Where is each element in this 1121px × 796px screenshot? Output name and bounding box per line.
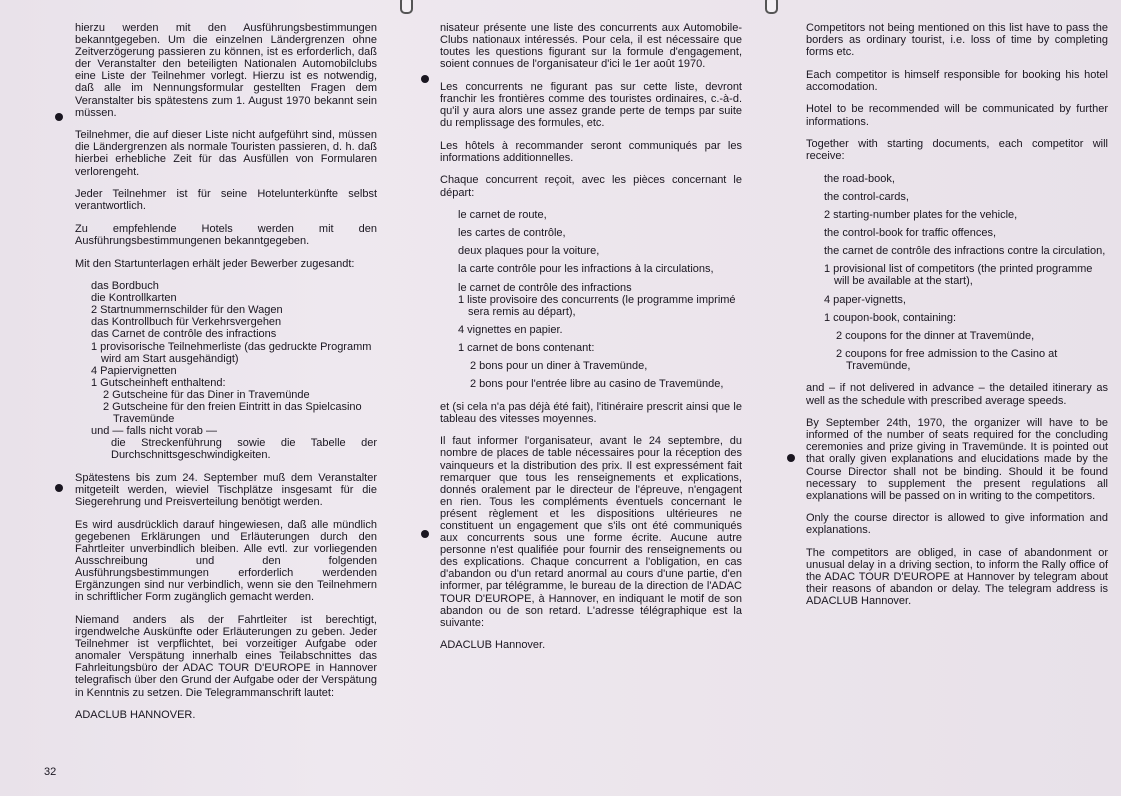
de-paragraph-8: Niemand anders als der Fahrtleiter ist berechtigt, irgendwelche Auskünfte oder Erläuterungen zu geben. Jeder Teilnehmer ist verpflichtet, bei vorzeitiger Aufgabe oder anomaler Verspätung innerhalb eines Teilabschnittes das Fahrleitungsbüro der ADAC TOUR D'EUROPE in Hannover telegrafisch über den Grund der Aufgabe oder der Verspätung in Kenntnis zu setzen. Die Telegrammanschrift lautet: bbox=[75, 613, 377, 699]
list-item: das Bordbuch bbox=[91, 280, 159, 293]
list-item: 1 coupon-book, containing: bbox=[824, 311, 957, 324]
en-list bbox=[806, 173, 1108, 372]
en-paragraph-6: By September 24th, 1970, the organizer will have to be informed of the number of seats required for the concluding ceremonies and prize giving in Travemünde. It is pointed out that orally given explanations and elucidations made by the Course Director shall not be binding. Should it be found necessary to supplement the present regulations all explanations will be passed on in writing to the competitors. bbox=[806, 417, 1108, 502]
list-item: le carnet de contrôle des infractions bbox=[458, 281, 632, 294]
fr-paragraph-1: nisateur présente une liste des concurrents aux Automobile-Clubs nationaux intéressés. Pour cela, il est nécessaire que toutes les questions figurant sur la formule d'engagement, soient connues de l'organisateur d'ici le 1er août 1970. bbox=[440, 22, 742, 71]
fr-paragraph-3: Les hôtels à recommander seront communiqués par les informations additionnelles. bbox=[440, 139, 742, 164]
fr-paragraph-4: Chaque concurrent reçoit, avec les pièces concernant le départ: bbox=[440, 174, 742, 199]
list-item: 1 liste provisoire des concurrents (le programme imprimé sera remis au départ), bbox=[458, 293, 736, 318]
german-column bbox=[75, 22, 377, 732]
de-list bbox=[75, 280, 377, 461]
list-item: 2 Gutscheine für den freien Eintritt in das Spielcasino Travemünde bbox=[103, 401, 362, 426]
list-item: das Kontrollbuch für Verkehrsvergehen bbox=[91, 316, 282, 329]
list-item: the road-book, bbox=[824, 172, 895, 185]
fr-paragraph-6: Il faut informer l'organisateur, avant le 24 septembre, du nombre de places de table nécessaires pour la réception des vainqueurs et la distribution des prix. Il est expressément fait remarquer que tous les renseignements et explications, donnés oralement par le directeur de l'épreuve, n'engagent en rien. Tous les compléments éventuels concernant le présent règlement et les dispositions ultérieures ne constituent un engagement que s'ils ont été communiqués aux concurrents sous une forme écrite. Aucune autre personne n'est qualifiée pour fournir des renseignements ou des explications. Chaque concurrent a l'obligation, en cas d'abandon ou d'un retard anormal au cours d'une partie, d'en informer, par télégramme, le bureau de la direction de l'ADAC TOUR D'EUROPE, à Hannover, en indiquant le motif de son abandon ou de son retard. L'adresse télégraphique est la suivante: bbox=[440, 435, 742, 629]
margin-bullet-fr-1 bbox=[421, 75, 429, 83]
de-paragraph-1: hierzu werden mit den Ausführungsbestimmungen bekanntgegeben. Um die einzelnen Ländergrenzen ohne Zeitverzögerung passieren zu können, ist es erforderlich, daß der Veranstalter den beteiligten Nationalen Automobilclubs eine Liste der Teilnehmer vorlegt. Hierzu ist es notwendig, daß alle im Nennungsformular gestellten Fragen dem Veranstalter bis spätestens zum 1. August 1970 bekannt sein müssen. bbox=[75, 22, 377, 119]
fr-paragraph-5: et (si cela n'a pas déjà été fait), l'itinéraire prescrit ainsi que le tableau des vitesses moyennes. bbox=[440, 400, 742, 425]
list-item: die Kontrollkarten bbox=[91, 292, 177, 305]
list-item: the control-cards, bbox=[824, 190, 909, 203]
list-item: und — falls nicht vorab — bbox=[91, 425, 217, 438]
list-item: 4 paper-vignetts, bbox=[824, 293, 906, 306]
list-item: 1 provisorische Teilnehmerliste (das gedruckte Programm wird am Start ausgehändigt) bbox=[91, 340, 372, 365]
en-paragraph-5: and – if not delivered in advance – the detailed itinerary as well as the schedule with prescribed average speeds. bbox=[806, 382, 1108, 407]
list-item: deux plaques pour la voiture, bbox=[458, 245, 600, 258]
list-item: 2 Startnummernschilder für den Wagen bbox=[91, 304, 283, 317]
list-item: 2 coupons for free admission to the Casino at Travemünde, bbox=[836, 347, 1058, 372]
list-item: la carte contrôle pour les infractions à la circulations, bbox=[458, 263, 714, 276]
list-item: the carnet de contrôle des infractions contre la circulation, bbox=[824, 245, 1106, 258]
fr-paragraph-2: Les concurrents ne figurant pas sur cette liste, devront franchir les frontières comme des touristes ordinaires, c.-à-d. qu'il y aura alors une assez grande perte de temps par suite du remplissage des formules, etc. bbox=[440, 80, 742, 130]
en-paragraph-8: The competitors are obliged, in case of abandonment or unusual delay in a driving section, to inform the Rally office of the ADAC TOUR D'EUROPE at Hannover by telegram about their reasons of abandon or delay. The telegram address is ADACLUB Hannover. bbox=[806, 547, 1108, 608]
list-item: the control-book for traffic offences, bbox=[824, 227, 997, 240]
fr-paragraph-7: ADACLUB Hannover. bbox=[440, 639, 546, 652]
list-item: 2 starting-number plates for the vehicle, bbox=[824, 209, 1018, 222]
en-paragraph-2: Each competitor is himself responsible for booking his hotel accomodation. bbox=[806, 68, 1108, 93]
de-paragraph-7: Es wird ausdrücklich darauf hingewiesen, daß alle mündlich gegebenen Erklärungen und Erläuterungen durch den Fahrtleiter unverbindlich bleiben. Alle evtl. zur vorliegenden Ausschreibung und den folgenden Ausführungsbestimmungen erforderlich werdenden Ergänzungen sind nur verbindlich, wenn sie den Teilnehmern in schriftlicher Form zugänglich gemacht werden. bbox=[75, 518, 377, 604]
en-paragraph-7: Only the course director is allowed to give information and explanations. bbox=[806, 512, 1108, 537]
margin-bullet-fr-2 bbox=[421, 530, 429, 538]
list-item: 1 carnet de bons contenant: bbox=[458, 341, 595, 354]
list-item: 1 Gutscheinheft enthaltend: bbox=[91, 376, 226, 389]
de-paragraph-6: Spätestens bis zum 24. September muß dem Veranstalter mitgeteilt werden, wieviel Tischplätze insgesamt für die Siegerehrung und Preisverteilung benötigt werden. bbox=[75, 472, 377, 509]
page-number: 32 bbox=[44, 766, 57, 778]
list-item: 1 provisional list of competitors (the printed programme will be available at the start), bbox=[824, 263, 1093, 288]
en-paragraph-3: Hotel to be recommended will be communicated by further informations. bbox=[806, 103, 1108, 128]
binding-ring-left bbox=[400, 0, 413, 14]
de-paragraph-9: ADACLUB HANNOVER. bbox=[75, 709, 196, 722]
list-item: die Streckenführung sowie die Tabelle der Durchschnittsgeschwindigkeiten. bbox=[111, 437, 377, 462]
de-paragraph-3: Jeder Teilnehmer ist für seine Hotelunterkünfte selbst verantwortlich. bbox=[75, 188, 377, 213]
list-item: 4 vignettes en papier. bbox=[458, 323, 563, 336]
list-item: 2 bons pour un diner à Travemünde, bbox=[470, 359, 648, 372]
de-paragraph-2: Teilnehmer, die auf dieser Liste nicht aufgeführt sind, müssen die Ländergrenzen als normale Touristen passieren, d. h. daß hierbei erhebliche Zeit für das Ausfüllen von Formularen verlorengeht. bbox=[75, 129, 377, 178]
margin-bullet-en-1 bbox=[787, 454, 795, 462]
list-item: le carnet de route, bbox=[458, 209, 547, 222]
list-item: 2 bons pour l'entrée libre au casino de Travemünde, bbox=[470, 378, 724, 391]
list-item: 2 coupons for the dinner at Travemünde, bbox=[836, 329, 1035, 342]
de-paragraph-5: Mit den Startunterlagen erhält jeder Bewerber zugesandt: bbox=[75, 257, 355, 270]
list-item: les cartes de contrôle, bbox=[458, 227, 566, 240]
list-item: 2 Gutscheine für das Diner in Travemünde bbox=[103, 388, 310, 401]
french-column bbox=[440, 22, 742, 662]
de-paragraph-4: Zu empfehlende Hotels werden mit den Ausführungsbestimmungenen bekanntgegeben. bbox=[75, 222, 377, 247]
margin-bullet-de-1 bbox=[55, 113, 63, 121]
list-item: 4 Papiervignetten bbox=[91, 364, 177, 377]
en-paragraph-1: Competitors not being mentioned on this list have to pass the borders as ordinary tourist, i.e. loss of time by completing forms etc. bbox=[806, 22, 1108, 59]
margin-bullet-de-2 bbox=[55, 484, 63, 492]
en-paragraph-4: Together with starting documents, each competitor will receive: bbox=[806, 138, 1108, 163]
english-column bbox=[806, 22, 1108, 618]
fr-list bbox=[440, 209, 742, 390]
binding-ring-right bbox=[765, 0, 778, 14]
list-item: das Carnet de contrôle des infractions bbox=[91, 328, 277, 341]
